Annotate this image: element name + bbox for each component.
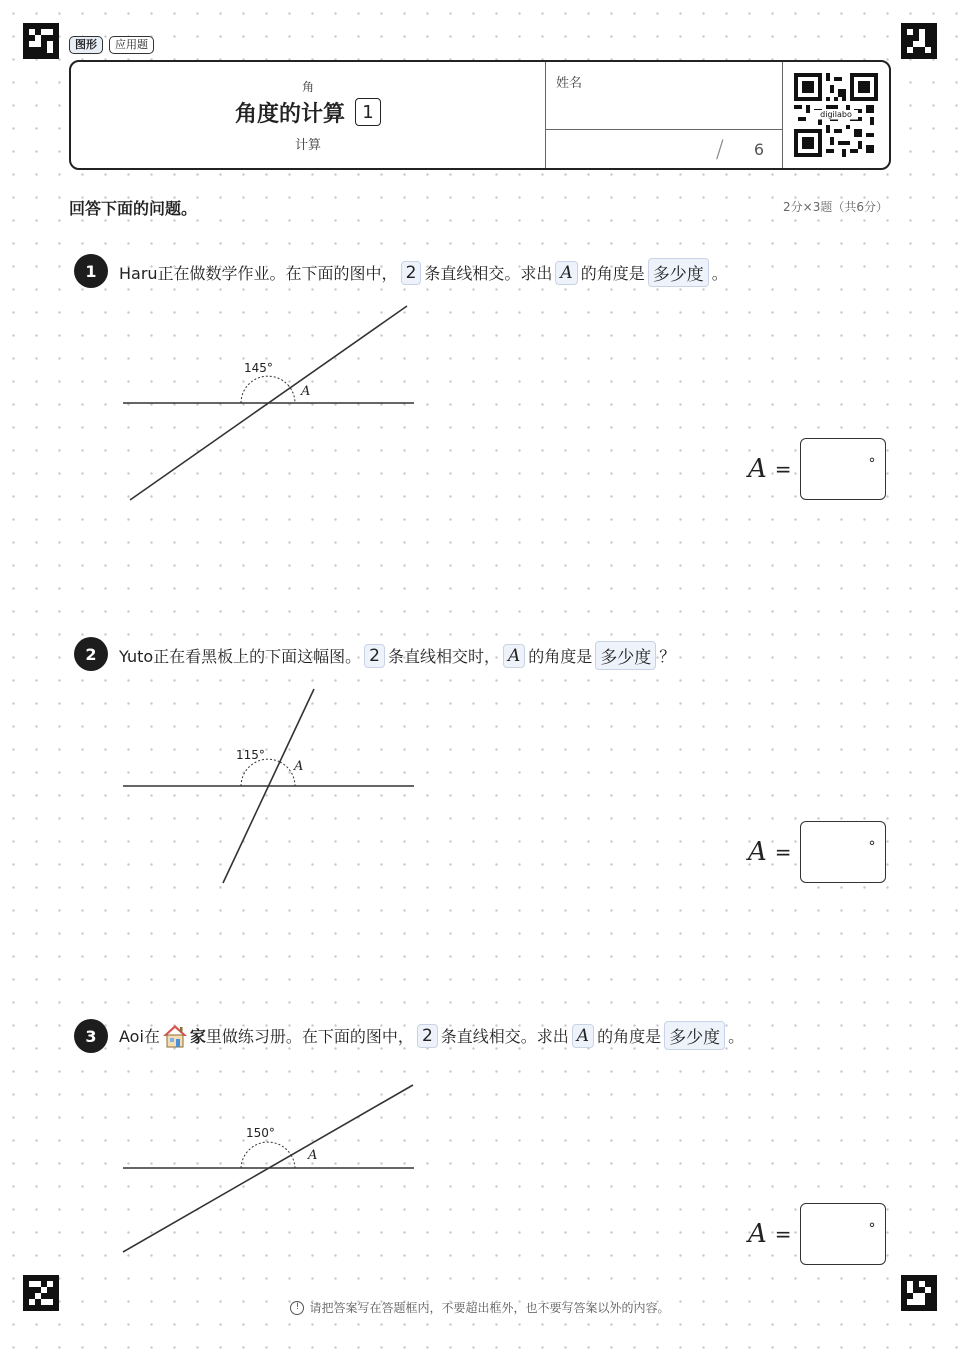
angle-arc-known bbox=[241, 1142, 291, 1168]
angle-variable-highlight: A bbox=[555, 261, 577, 285]
intersecting-lines-figure bbox=[118, 300, 418, 505]
question-prefix: Haru正在做数学作业。在下面的图中， bbox=[119, 264, 398, 283]
points-info: 2分×3题（共6分） bbox=[783, 200, 888, 214]
corner-marker-top-left bbox=[23, 23, 59, 59]
answer-variable: A bbox=[748, 454, 767, 484]
qr-code-icon bbox=[794, 73, 878, 157]
angle-arc-a bbox=[291, 1155, 295, 1168]
footer-note bbox=[0, 1299, 960, 1316]
score-field[interactable] bbox=[546, 130, 782, 168]
question-end: 。 bbox=[711, 264, 728, 283]
unit-label: 角 bbox=[301, 79, 314, 94]
answer-row bbox=[748, 438, 886, 500]
answer-equals: = bbox=[774, 457, 792, 481]
intersecting-lines-figure bbox=[118, 685, 418, 890]
tag-geometry: 图形 bbox=[69, 36, 103, 54]
question-prefix: Aoi在 bbox=[119, 1027, 160, 1046]
angle-variable-highlight: A bbox=[572, 1024, 594, 1048]
answer-box[interactable] bbox=[800, 821, 886, 883]
ask-highlight: 多少度 bbox=[664, 1021, 725, 1050]
question-end: ？ bbox=[659, 647, 676, 666]
degree-unit: ° bbox=[868, 839, 876, 855]
angle-variable-highlight: A bbox=[503, 644, 525, 668]
answer-row bbox=[748, 821, 886, 883]
question-prefix-2: 里做练习册。在下面的图中， bbox=[205, 1027, 414, 1046]
worksheet-number: 1 bbox=[355, 98, 381, 126]
qr-label: digilabo bbox=[820, 110, 852, 119]
answer-variable: A bbox=[748, 1219, 767, 1249]
question-mid: 条直线相交时， bbox=[387, 647, 500, 666]
page-title-text: 角度的计算 bbox=[234, 101, 345, 127]
question-post: 的角度是 bbox=[528, 647, 593, 666]
question-number: 1 bbox=[74, 254, 108, 288]
ask-highlight: 多少度 bbox=[648, 258, 709, 287]
answer-box[interactable] bbox=[800, 1203, 886, 1265]
question-number: 3 bbox=[74, 1019, 108, 1053]
answer-box[interactable] bbox=[800, 438, 886, 500]
angle-label: 115° bbox=[236, 748, 265, 762]
question-number: 2 bbox=[74, 637, 108, 671]
name-label: 姓名 bbox=[556, 76, 583, 91]
topic-label: 计算 bbox=[294, 137, 321, 153]
question-post: 的角度是 bbox=[597, 1027, 662, 1046]
title-area bbox=[71, 62, 546, 168]
corner-marker-top-right bbox=[901, 23, 937, 59]
footer-text: 请把答案写在答题框内，不要超出框外，也不要写答案以外的内容。 bbox=[309, 1301, 670, 1315]
name-field[interactable] bbox=[546, 62, 782, 130]
angle-label: 150° bbox=[246, 1126, 275, 1140]
intersecting-lines-figure bbox=[118, 1065, 418, 1265]
question-text bbox=[119, 641, 675, 670]
answer-equals: = bbox=[774, 840, 792, 864]
name-score-area bbox=[546, 62, 783, 168]
degree-unit: ° bbox=[868, 456, 876, 472]
ask-highlight: 多少度 bbox=[595, 641, 656, 670]
page-title bbox=[235, 97, 381, 128]
house-icon bbox=[162, 1023, 188, 1049]
score-total: 6 bbox=[753, 139, 764, 159]
question-mid: 条直线相交。求出 bbox=[424, 264, 553, 283]
question-prefix: Yuto正在看黑板上的下面这幅图。 bbox=[119, 647, 362, 666]
worksheet-header bbox=[69, 60, 891, 170]
line-count-highlight: 2 bbox=[364, 644, 385, 668]
angle-var-label: A bbox=[294, 759, 304, 774]
line-count-highlight: 2 bbox=[417, 1024, 438, 1048]
question-end: 。 bbox=[728, 1027, 745, 1046]
emphasized-word: 家 bbox=[189, 1027, 206, 1046]
answer-row bbox=[748, 1203, 886, 1265]
angle-label: 145° bbox=[244, 361, 273, 375]
question-text bbox=[119, 258, 728, 287]
qr-code-area bbox=[783, 62, 889, 168]
angle-arc-a bbox=[280, 762, 295, 786]
category-tags bbox=[69, 36, 154, 54]
angle-var-label: A bbox=[308, 1148, 318, 1163]
answer-equals: = bbox=[774, 1222, 792, 1246]
angle-var-label: A bbox=[301, 384, 311, 399]
angle-arc-known bbox=[241, 376, 288, 403]
answer-variable: A bbox=[748, 837, 767, 867]
info-icon: ! bbox=[290, 1301, 304, 1315]
tag-application: 应用题 bbox=[109, 36, 154, 54]
line-count-highlight: 2 bbox=[401, 261, 422, 285]
question-post: 的角度是 bbox=[580, 264, 645, 283]
score-slash: / bbox=[715, 135, 724, 163]
question-mid: 条直线相交。求出 bbox=[440, 1027, 569, 1046]
degree-unit: ° bbox=[868, 1221, 876, 1237]
instructions: 回答下面的问题。 bbox=[69, 199, 198, 218]
question-text bbox=[119, 1021, 744, 1050]
